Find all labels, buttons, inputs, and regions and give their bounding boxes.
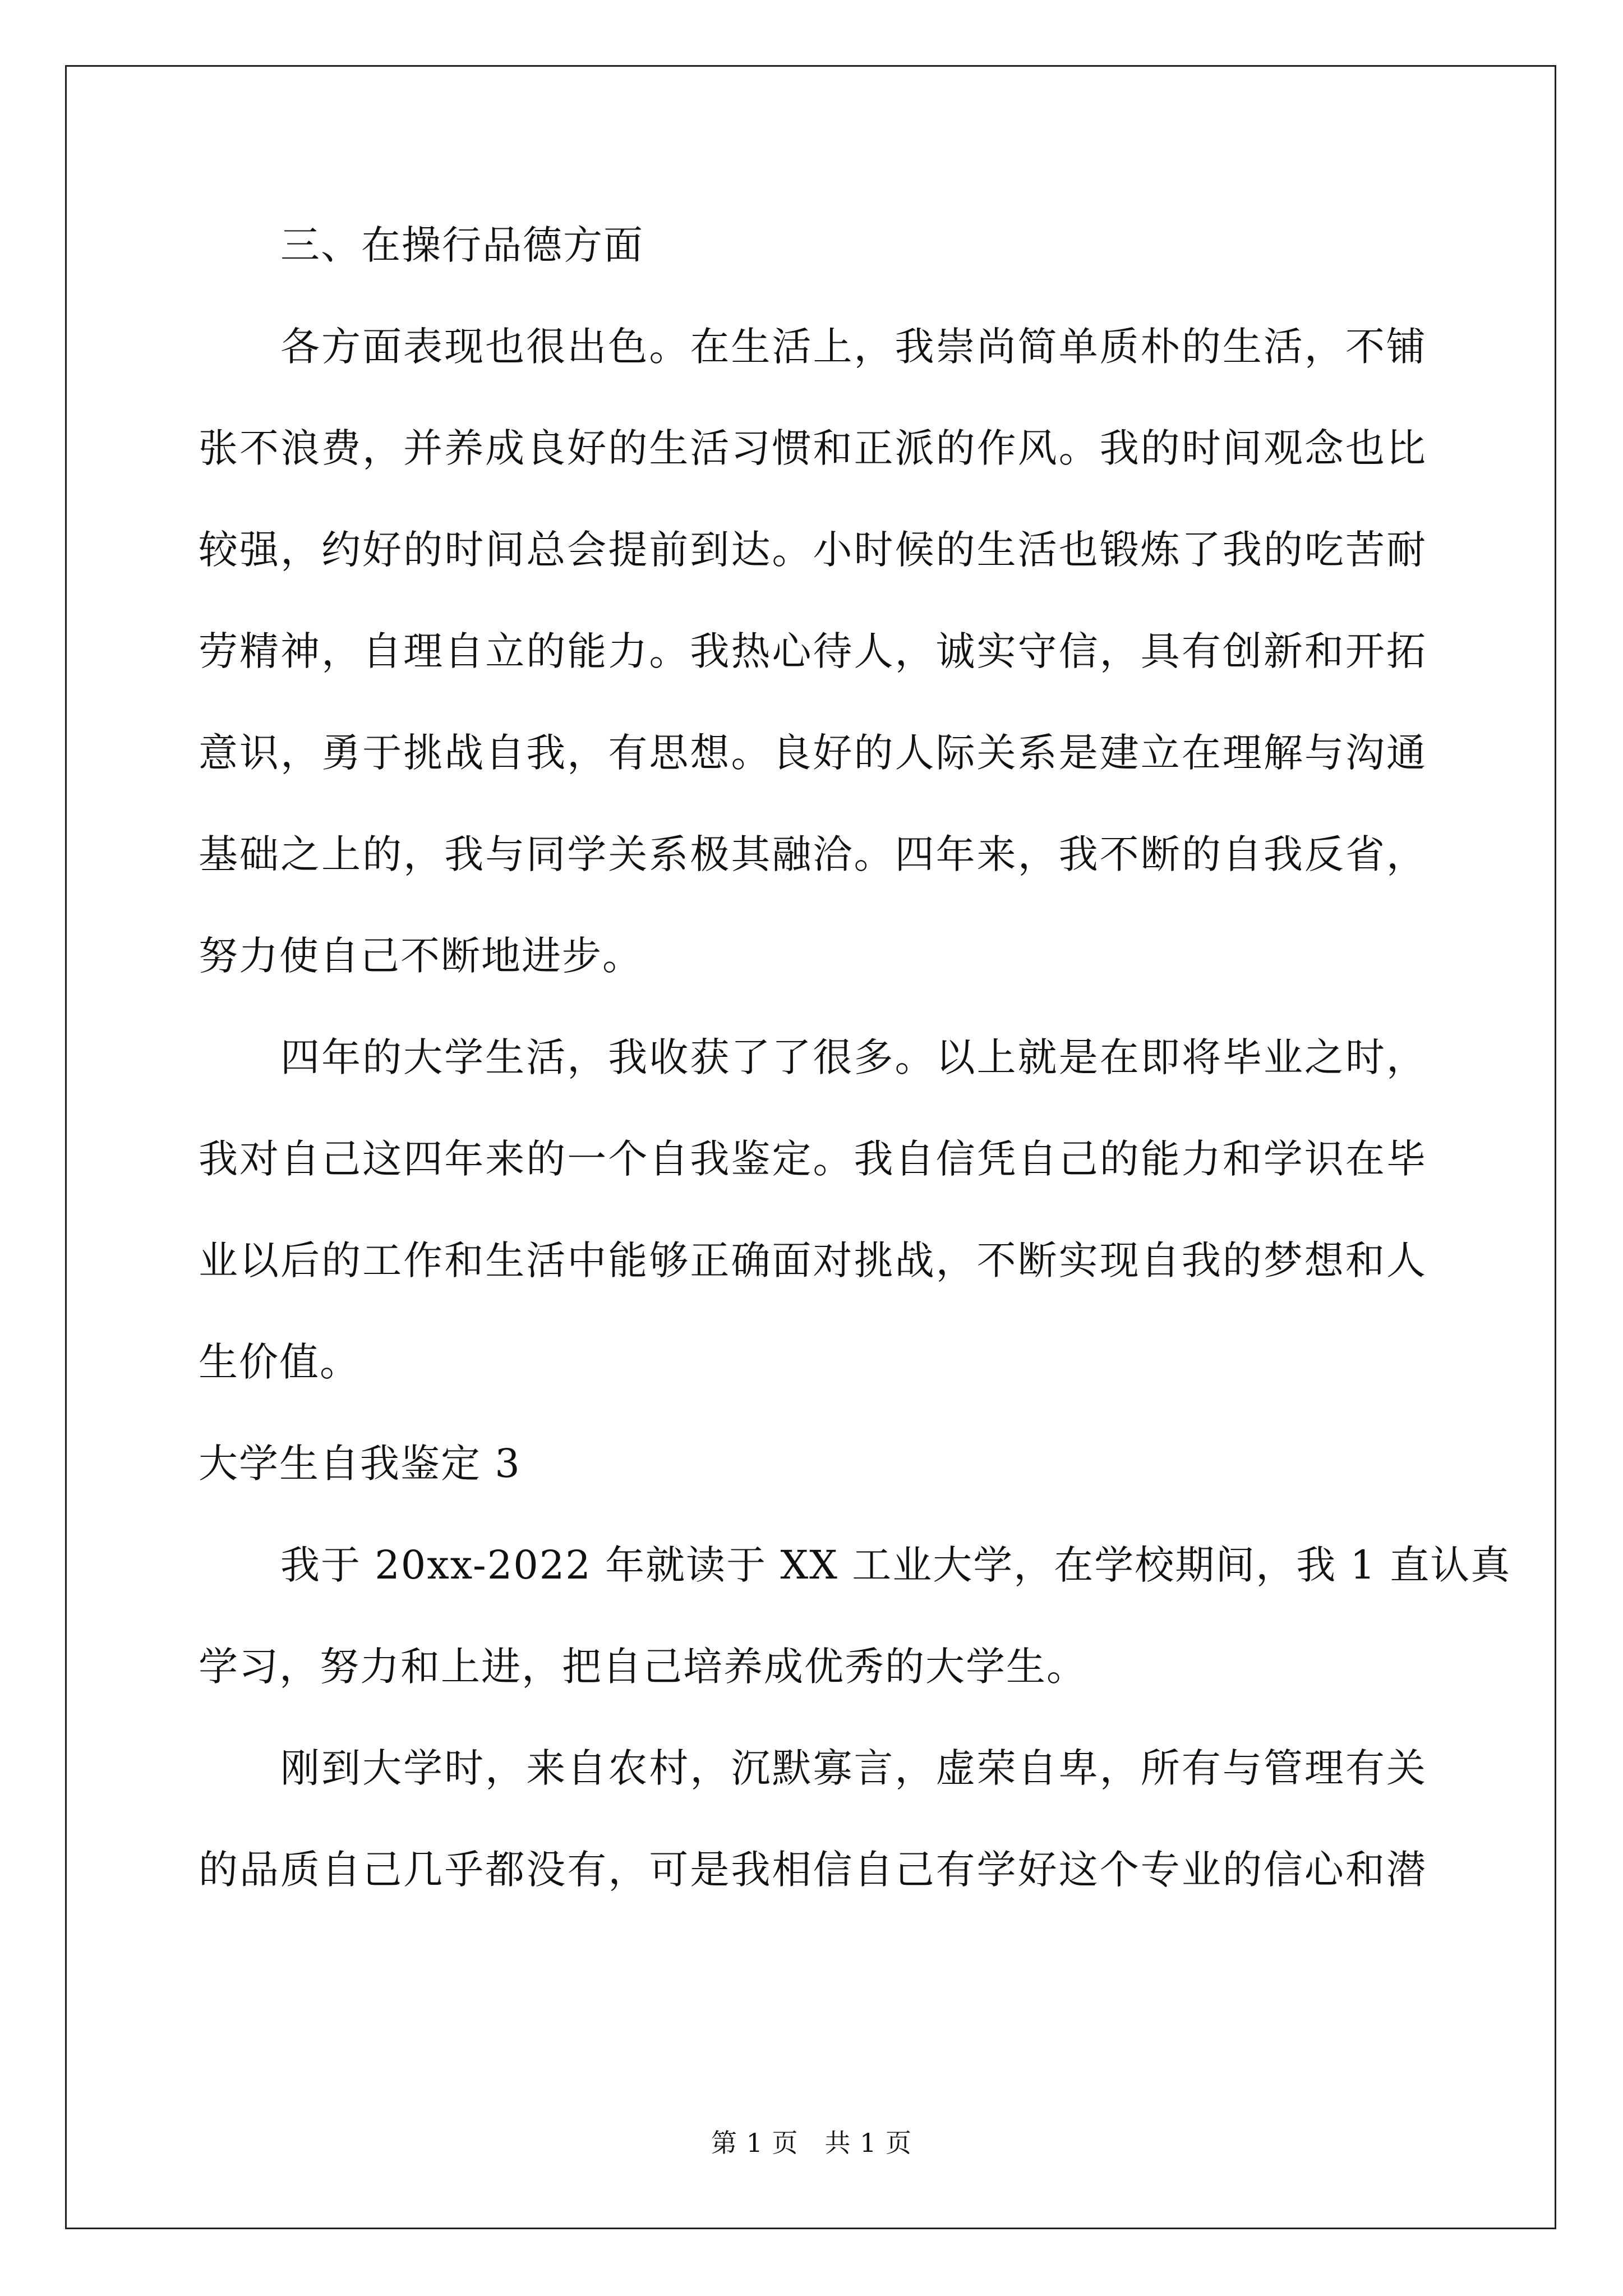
section-title: 大学生自我鉴定 3	[199, 1441, 521, 1487]
paragraph-line: 张不浪费，并养成良好的生活习惯和正派的作风。我的时间观念也比	[199, 425, 1427, 471]
paragraph-line: 的品质自己几乎都没有，可是我相信自己有学好这个专业的信心和潜	[199, 1847, 1427, 1893]
paragraph-line: 意识，勇于挑战自我，有思想。良好的人际关系是建立在理解与沟通	[199, 730, 1427, 776]
section-heading: 三、在操行品德方面	[280, 222, 644, 268]
page-footer: 第 1 页 共 1 页	[711, 2128, 912, 2158]
paragraph-line: 较强，约好的时间总会提前到达。小时候的生活也锻炼了我的吃苦耐	[199, 527, 1427, 573]
paragraph-line: 基础之上的，我与同学关系极其融洽。四年来，我不断的自我反省，	[199, 831, 1427, 877]
paragraph-line: 我于 20xx-2022 年就读于 XX 工业大学，在学校期间，我 1 直认真	[280, 1542, 1511, 1588]
paragraph-line: 生价值。	[199, 1339, 360, 1385]
paragraph-line: 我对自己这四年来的一个自我鉴定。我自信凭自己的能力和学识在毕	[199, 1136, 1427, 1182]
paragraph-line: 四年的大学生活，我收获了了很多。以上就是在即将毕业之时，	[280, 1034, 1427, 1080]
paragraph-line: 劳精神，自理自立的能力。我热心待人，诚实守信，具有创新和开拓	[199, 628, 1427, 674]
paragraph-line: 各方面表现也很出色。在生活上，我崇尚简单质朴的生活，不铺	[280, 324, 1427, 370]
paragraph-line: 刚到大学时，来自农村，沉默寡言，虚荣自卑，所有与管理有关	[280, 1745, 1427, 1791]
paragraph-line: 业以后的工作和生活中能够正确面对挑战，不断实现自我的梦想和人	[199, 1237, 1427, 1283]
paragraph-line: 努力使自己不断地进步。	[199, 933, 643, 979]
paragraph-line: 学习，努力和上进，把自己培养成优秀的大学生。	[199, 1644, 1087, 1690]
